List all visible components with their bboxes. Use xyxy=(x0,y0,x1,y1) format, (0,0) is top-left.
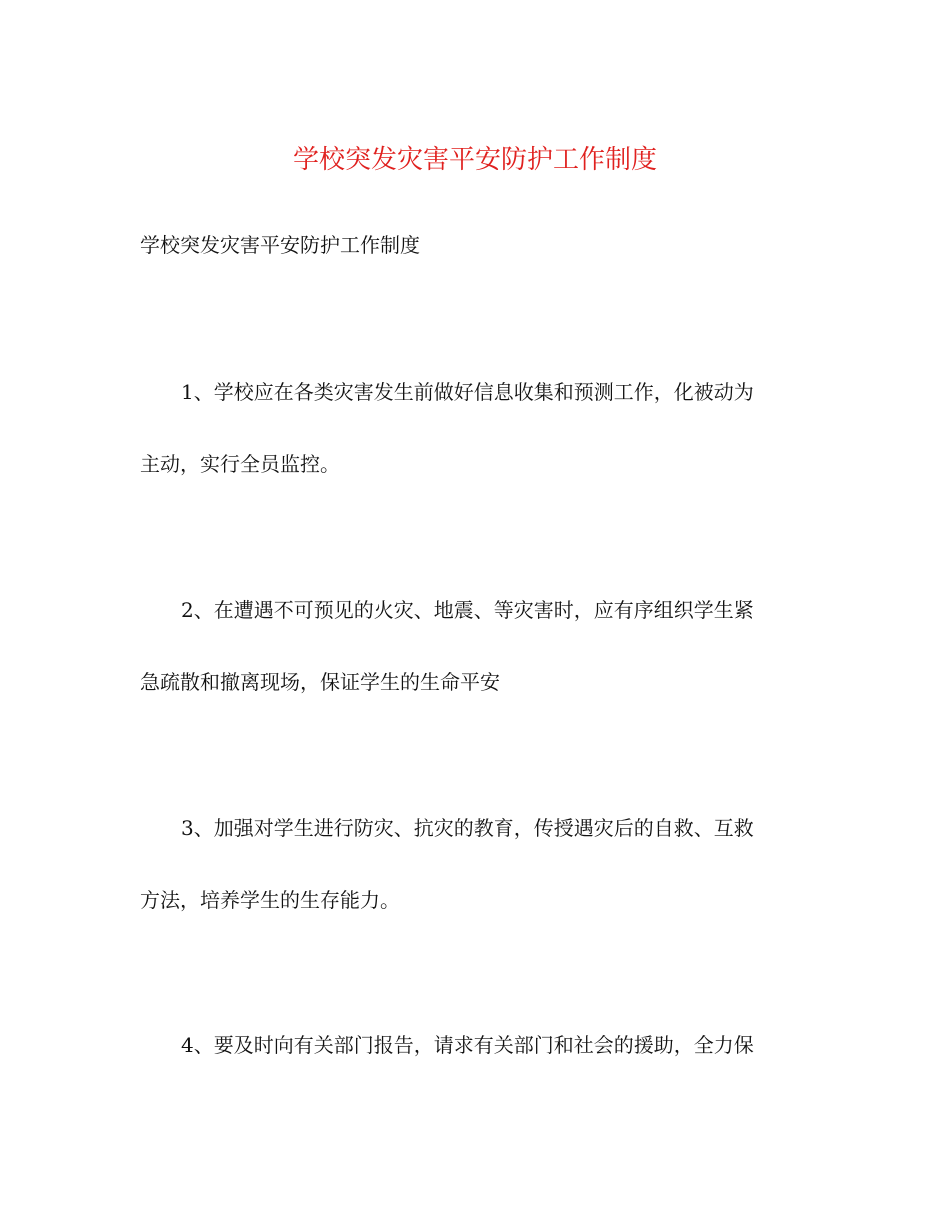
paragraph-4-line-1: 4、要及时向有关部门报告，请求有关部门和社会的援助，全力保 xyxy=(181,1033,754,1057)
paragraph-3-line-1: 3、加强对学生进行防灾、抗灾的教育，传授遇灾后的自救、互救 xyxy=(181,816,754,840)
paragraph-2-line-2: 急疏散和撤离现场，保证学生的生命平安 xyxy=(140,670,500,694)
paragraph-1-line-2: 主动，实行全员监控。 xyxy=(140,452,340,476)
paragraph-2-line-1: 2、在遭遇不可预见的火灾、地震、等灾害时，应有序组织学生紧 xyxy=(181,598,754,622)
document-subtitle: 学校突发灾害平安防护工作制度 xyxy=(140,233,420,257)
document-title: 学校突发灾害平安防护工作制度 xyxy=(292,145,657,175)
paragraph-1-line-1: 1、学校应在各类灾害发生前做好信息收集和预测工作，化被动为 xyxy=(181,380,754,404)
paragraph-3-line-2: 方法，培养学生的生存能力。 xyxy=(140,888,400,912)
